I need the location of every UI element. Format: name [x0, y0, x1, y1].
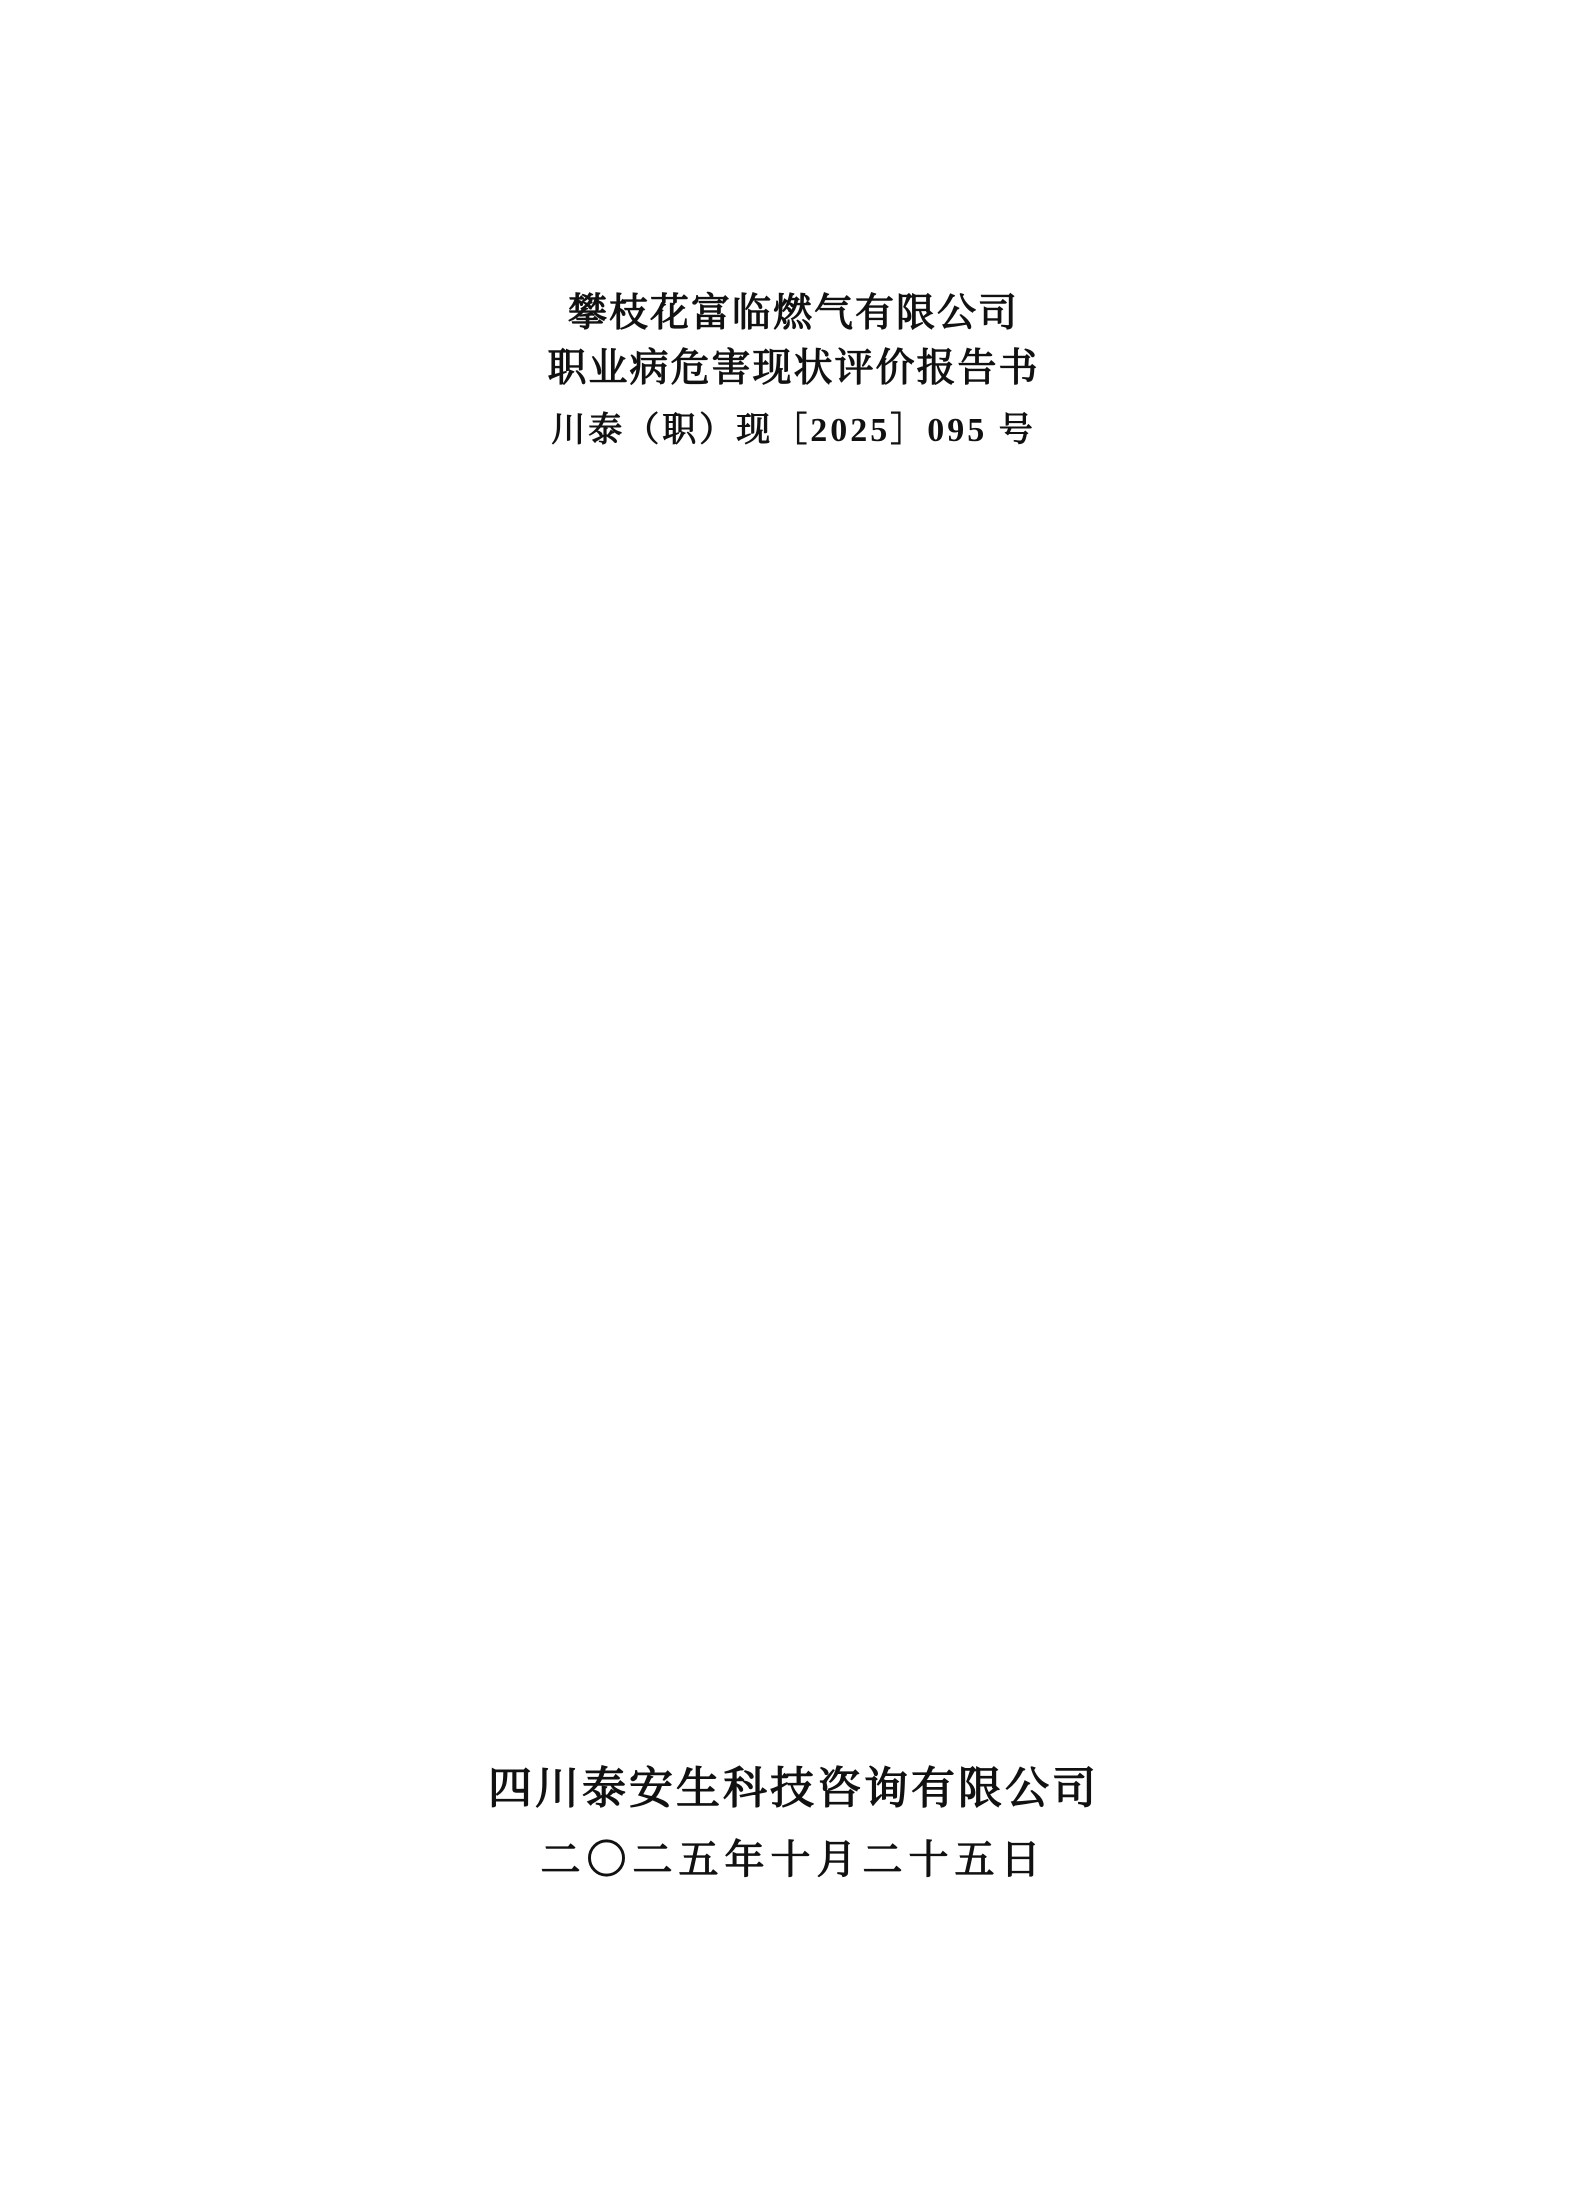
document-title-line-2: 职业病危害现状评价报告书 — [547, 346, 1040, 391]
issuing-organization: 四川泰安生科技咨询有限公司 — [488, 1763, 1099, 1814]
document-title-line-1: 攀枝花富临燃气有限公司 — [567, 291, 1019, 336]
issue-date: 二〇二五年十月二十五日 — [540, 1837, 1047, 1883]
issuer-block — [0, 1758, 1587, 1888]
report-code: 川泰（职）现［2025］095 号 — [551, 412, 1036, 449]
title-block — [0, 286, 1587, 454]
